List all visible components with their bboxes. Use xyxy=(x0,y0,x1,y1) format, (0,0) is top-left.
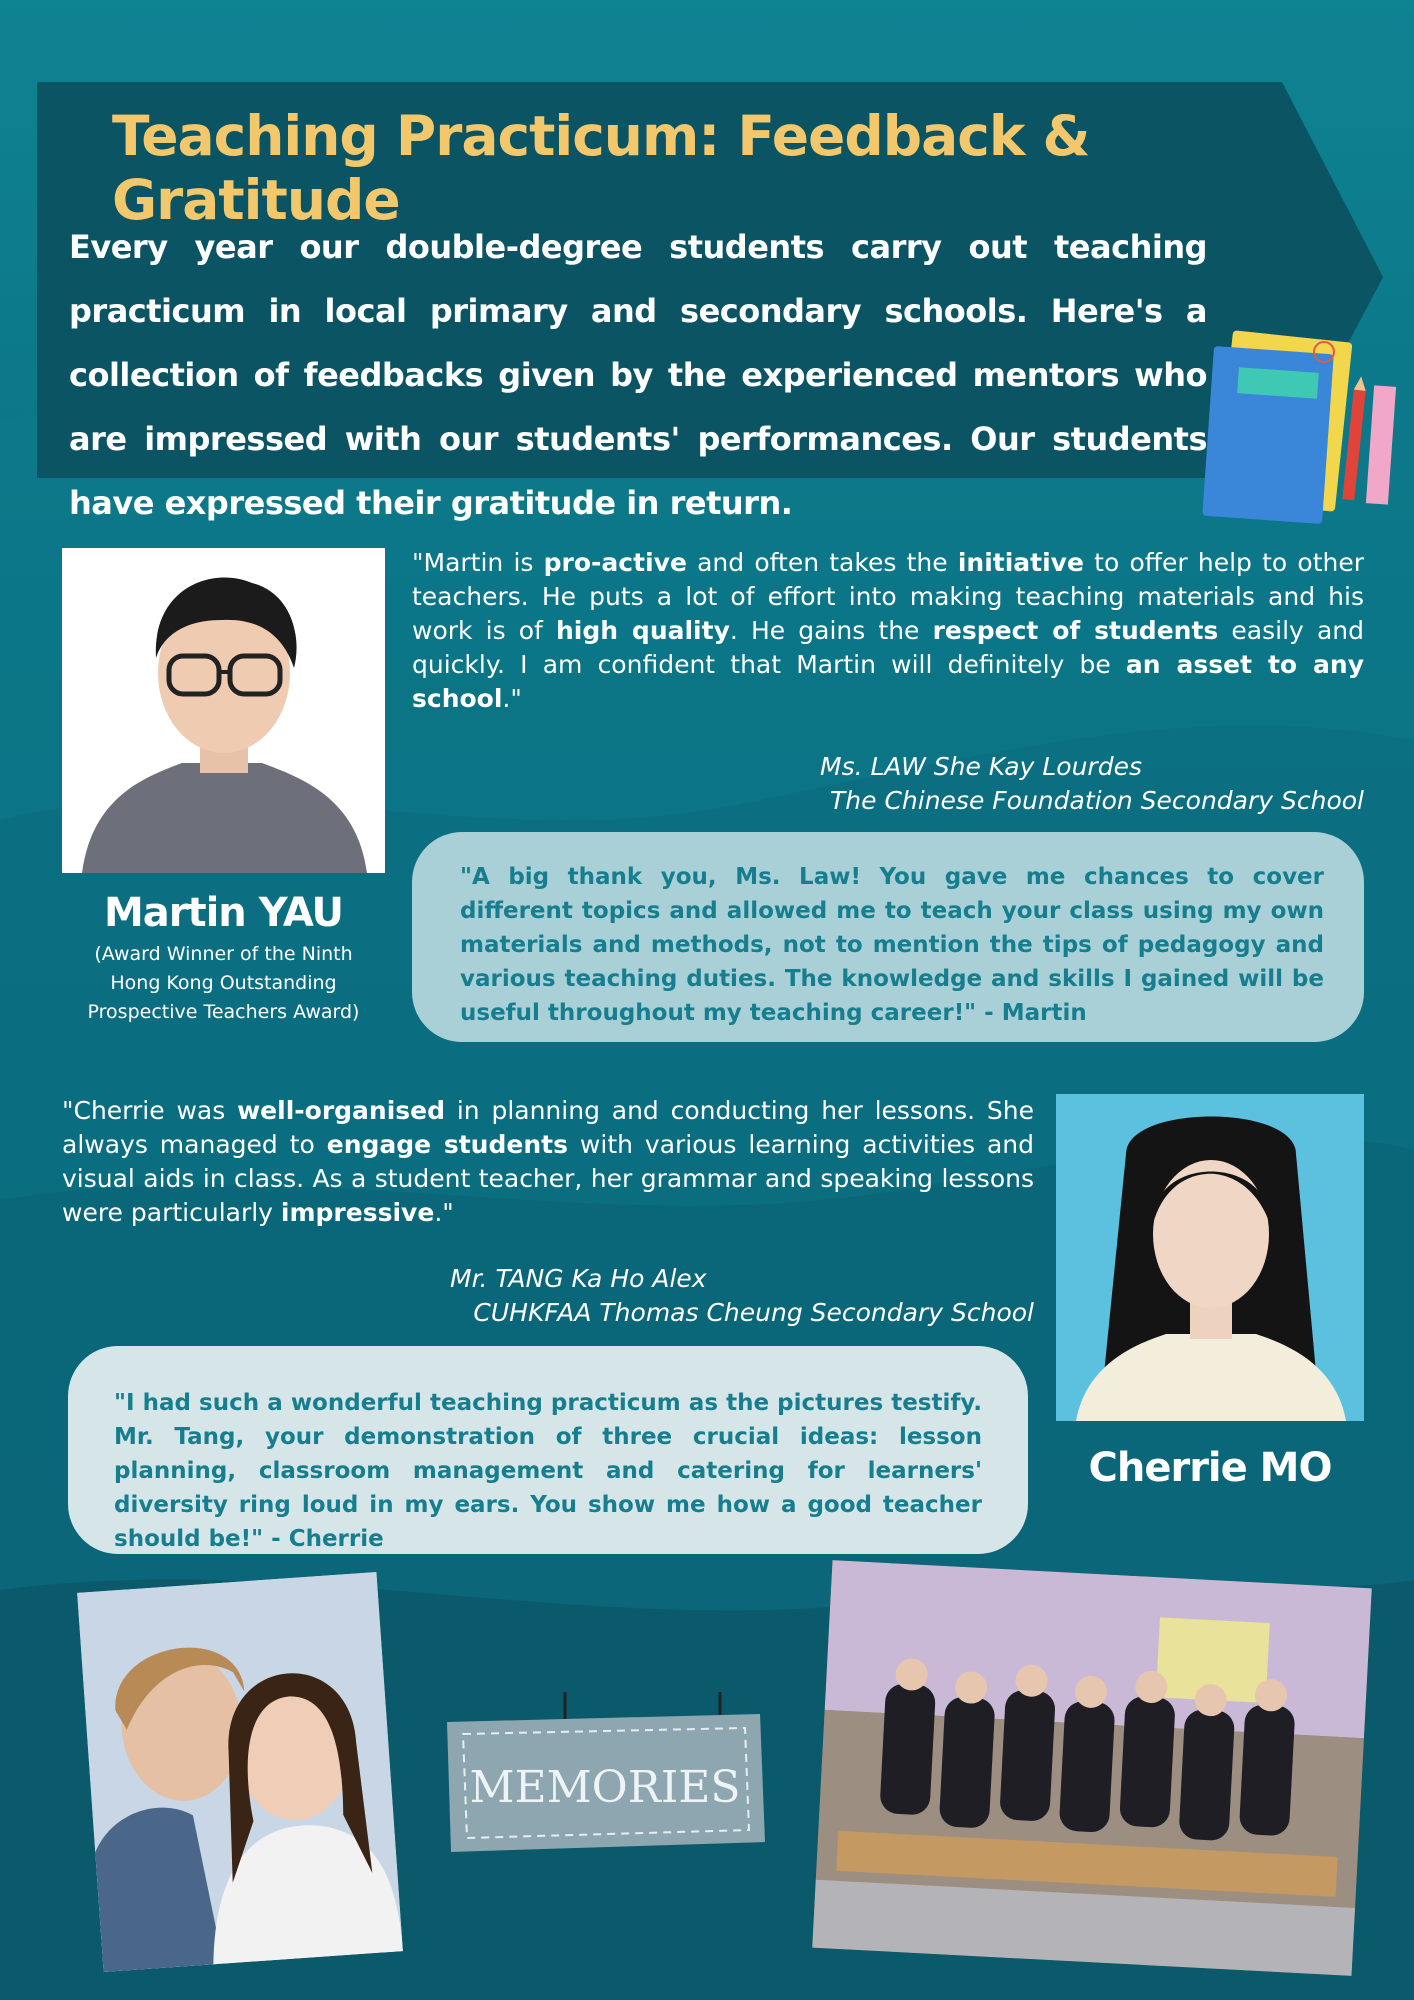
martin-photo xyxy=(62,548,385,873)
memories-sign xyxy=(445,1692,765,1860)
cherrie-name: Cherrie MO xyxy=(1088,1445,1332,1491)
cherrie-mentor-name: Mr. TANG Ka Ho Alex xyxy=(450,1264,707,1293)
cherrie-reply-text: "I had such a wonderful teaching practicum as the pictures testify. Mr. Tang, your demonstration of three crucial ideas: lesson planning, classroom management and catering for learners' diversity ring loud in my ears. You show me how a good teacher should be!" - Cherrie xyxy=(114,1390,982,1552)
martin-mentor-school: The Chinese Foundation Secondary School xyxy=(830,786,1364,815)
classroom-photo xyxy=(812,1560,1372,1976)
books-illustration xyxy=(1198,330,1408,530)
martin-name: Martin YAU xyxy=(103,890,344,936)
cherrie-mentor-quote: "Cherrie was well-organised in planning and conducting her lessons. She always managed to engage students with various learning activities and visual aids in class. As a student teacher, her grammar and speaking lessons were particularly impressive." xyxy=(62,1096,1035,1227)
martin-award-line-3: Prospective Teachers Award) xyxy=(87,1001,360,1023)
martin-reply-bubble xyxy=(412,832,1364,1042)
ruler-icon xyxy=(1366,385,1396,504)
martin-mentor-quote: "Martin is pro-active and often takes the initiative to offer help to other teachers. He puts a lot of effort into making teaching materials and his work is of high quality. He gains the respect of students easily and quickly. I am confident that Martin will definitely be an asset to any school." xyxy=(412,548,1365,713)
martin-mentor-name: Ms. LAW She Kay Lourdes xyxy=(820,752,1142,781)
cherrie-photo xyxy=(1056,1094,1364,1421)
martin-award-line-1: (Award Winner of the Ninth xyxy=(94,943,353,965)
memories-sign-text: MEMORIES xyxy=(469,1762,741,1813)
selfie-photo xyxy=(77,1572,403,1972)
notebook-icon xyxy=(1202,330,1352,524)
martin-award-line-2: Hong Kong Outstanding xyxy=(110,972,337,994)
martin-reply-text: "A big thank you, Ms. Law! You gave me chances to cover different topics and allowed me to teach your class using my own materials and methods, not to mention the tips of pedagogy and various teaching duties. The knowledge and skills I gained will be useful throughout my teaching career!" - Martin xyxy=(460,864,1324,1026)
page-title: Teaching Practicum: Feedback & Gratitude xyxy=(112,104,1090,232)
cherrie-mentor-school: CUHKFAA Thomas Cheung Secondary School xyxy=(473,1298,1034,1327)
intro-paragraph: Every year our double-degree students carry out teaching practicum in local primary and secondary schools. Here's a collection of feedbacks given by the experienced mentors who are impressed with our students' performances. Our students have expressed their gratitude in return. xyxy=(69,228,1207,522)
cherrie-reply-bubble xyxy=(68,1346,1028,1554)
